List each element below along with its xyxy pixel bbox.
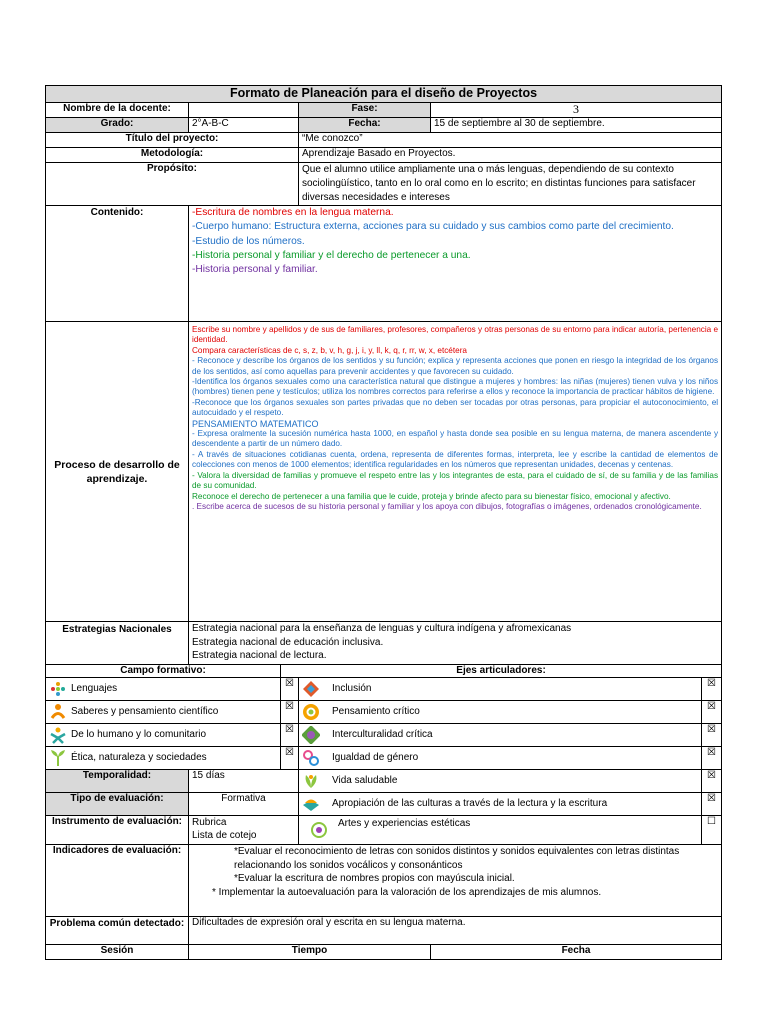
eje-checkbox[interactable]: ☒	[702, 747, 722, 770]
fase-value[interactable]: 3	[431, 103, 722, 118]
titulo-label: Título del proyecto:	[46, 133, 299, 148]
estrategia-item: Estrategia nacional para la enseñanza de lenguas y cultura indígena y afromexicanas	[192, 623, 572, 634]
etica-icon	[49, 749, 67, 767]
metodologia-label: Metodología:	[46, 148, 299, 163]
problema-label: Problema común detectado:	[46, 917, 189, 945]
campo-text: Lenguajes	[71, 683, 118, 694]
grado-value[interactable]: 2°A-B-C	[189, 118, 299, 133]
eje-vida	[299, 770, 702, 793]
estrategias-list	[189, 622, 722, 665]
eje-text: Artes y experiencias estéticas	[338, 818, 471, 829]
indicador-item: *Evaluar la escritura de nombres propios con mayúscula inicial.	[234, 873, 515, 884]
planning-format	[45, 85, 721, 960]
eje-checkbox[interactable]: ☒	[702, 701, 722, 724]
proceso-item: Escribe su nombre y apellidos y de sus de familiares, profesores, compañeros y otras personas de su entorno para indicar autoría, pertenencia e identidad.	[192, 325, 719, 345]
sesion-header: Sesión	[46, 945, 189, 960]
instrumento-label: Instrumento de evaluación:	[46, 816, 189, 845]
eje-text: Pensamiento crítico	[332, 706, 420, 717]
vida-icon	[302, 772, 320, 790]
eje-text: Inclusión	[332, 683, 372, 694]
fecha-value[interactable]: 15 de septiembre al 30 de septiembre.	[431, 118, 722, 133]
igualdad-icon	[302, 749, 320, 767]
contenido-item: -Estudio de los números.	[192, 235, 305, 247]
proceso-item: - Valora la diversidad de familias y promueve el respeto entre las y los integrantes de esta, para el cuidado de sí, de su familia y de las familias de su comunidad.	[192, 470, 719, 491]
pensamiento-icon	[302, 703, 320, 721]
proceso-item: -Identifica los órganos sexuales como una característica natural que distingue a mujeres y hombres: las niñas (mujeres) tienen vulva y los niños (hombres) tienen pene y testículos; utiliza los nombres correctos para referirse a ellos y reconoce la importancia de practicar hábitos de higiene.	[192, 377, 719, 397]
proceso-item: Reconoce el derecho de pertenecer a una familia que le cuide, proteja y brinde afecto para su bienestar físico, emocional y afectivo.	[192, 491, 671, 501]
contenido-label: Contenido:	[46, 206, 189, 322]
tipo-value[interactable]: Formativa	[189, 793, 299, 816]
tipo-label: Tipo de evaluación:	[46, 793, 189, 816]
apropiacion-icon	[302, 795, 320, 813]
contenido-item: -Historia personal y familiar y el derecho de pertenecer a una.	[192, 249, 471, 261]
eje-text: Apropiación de las culturas a través de la lectura y la escritura	[332, 798, 608, 809]
proceso-item: - Expresa oralmente la sucesión numérica hasta 1000, en español y hasta donde sea posible en su lengua materna, de manera ascendente y descendente a partir de un número dado.	[192, 429, 719, 449]
temporalidad-value[interactable]: 15 días	[189, 770, 299, 793]
campo-checkbox[interactable]: ☒	[281, 724, 299, 747]
ejes-label: Ejes articuladores:	[281, 665, 722, 678]
temporalidad-label: Temporalidad:	[46, 770, 189, 793]
campo-checkbox[interactable]: ☒	[281, 701, 299, 724]
inclusion-icon	[302, 680, 320, 698]
proceso-list	[189, 322, 722, 622]
eje-artes	[299, 816, 702, 845]
tiempo-header: Tiempo	[189, 945, 431, 960]
contenido-list	[189, 206, 722, 322]
contenido-item: -Escritura de nombres en la lengua materna.	[192, 207, 394, 218]
interculturalidad-icon	[302, 726, 320, 744]
proceso-label: Proceso de desarrollo de aprendizaje.	[46, 322, 189, 622]
campo-etica	[46, 747, 281, 770]
proceso-item: - Reconoce y describe los órganos de los sentidos y su función; explica y representa acciones que ponen en riesgo la integridad de los órganos de los sentidos, así como aquellas para prevenir accidentes y que favorecen su cuidado.	[192, 356, 719, 376]
campo-lenguajes	[46, 678, 281, 701]
campo-humano	[46, 724, 281, 747]
docente-label: Nombre de la docente:	[46, 103, 189, 118]
estrategia-item: Estrategia nacional de educación inclusiva.	[192, 636, 384, 648]
indicadores-list	[189, 845, 722, 917]
estrategia-item: Estrategia nacional de lectura.	[192, 650, 327, 661]
proposito-value[interactable]: Que el alumno utilice ampliamente una o más lenguas, dependiendo de su contexto sociolingüístico, tanto en lo oral como en lo escrito; en distintas funciones para satisfacer diversas necesidades e intereses	[299, 163, 722, 206]
campo-saberes	[46, 701, 281, 724]
proceso-item: Compara características de c, s, z, b, v, h, g, j, i, y, ll, k, q, r, rr, w, x, etcétera	[192, 345, 467, 355]
eje-checkbox[interactable]: ☒	[702, 770, 722, 793]
eje-apropiacion	[299, 793, 702, 816]
proceso-item: PENSAMIENTO MATEMATICO	[192, 418, 319, 429]
fecha-header: Fecha	[431, 945, 722, 960]
proceso-item: -Reconoce que los órganos sexuales son partes privadas que no deben ser tocadas por otras personas, para propiciar el autoconocimiento, el autocuidado y el respeto.	[192, 397, 719, 418]
campo-checkbox[interactable]: ☒	[281, 678, 299, 701]
eje-checkbox[interactable]: ☒	[702, 678, 722, 701]
campo-checkbox[interactable]: ☒	[281, 747, 299, 770]
page-title: Formato de Planeación para el diseño de Proyectos	[46, 86, 722, 103]
eje-text: Igualdad de género	[332, 752, 419, 763]
contenido-item: -Historia personal y familiar.	[192, 264, 318, 276]
fecha-label: Fecha:	[299, 118, 431, 133]
instrumento-item[interactable]: Lista de cotejo	[192, 830, 257, 841]
instrumento-values	[189, 816, 299, 845]
artes-icon	[310, 821, 328, 839]
proposito-label: Propósito:	[46, 163, 299, 206]
lenguajes-icon	[49, 680, 67, 698]
eje-checkbox[interactable]: ☒	[702, 793, 722, 816]
contenido-item: -Cuerpo humano: Estructura externa, acciones para su cuidado y sus cambios como parte del crecimiento.	[192, 221, 674, 233]
eje-checkbox[interactable]: ☐	[702, 816, 722, 845]
instrumento-item[interactable]: Rubrica	[192, 817, 227, 828]
metodologia-value[interactable]: Aprendizaje Basado en Proyectos.	[299, 148, 722, 163]
proceso-item: - A través de situaciones cotidianas cuenta, ordena, representa de diferentes formas, interpreta, lee y escribe la cantidad de elementos de colecciones con menos de 1000 elementos; identifica regularidades en los números que representan unidades, decenas y centenas.	[192, 449, 719, 470]
eje-inclusion	[299, 678, 702, 701]
indicadores-label: Indicadores de evaluación:	[46, 845, 189, 917]
humano-icon	[49, 726, 67, 744]
campo-label: Campo formativo:	[46, 665, 281, 678]
proceso-item: . Escribe acerca de sucesos de su historia personal y familiar y los apoya con dibujos, fotografías o imágenes, ordenados cronológicamente.	[192, 501, 702, 511]
eje-checkbox[interactable]: ☒	[702, 724, 722, 747]
campo-text: De lo humano y lo comunitario	[71, 729, 207, 740]
campo-text: Saberes y pensamiento científico	[71, 706, 219, 717]
saberes-icon	[49, 703, 67, 721]
indicador-item: * Implementar la autoevaluación para la valoración de los aprendizajes de mis alumnos.	[212, 886, 602, 898]
eje-igualdad	[299, 747, 702, 770]
problema-value[interactable]: Dificultades de expresión oral y escrita en su lengua materna.	[189, 917, 722, 945]
campo-text: Ética, naturaleza y sociedades	[71, 752, 207, 763]
eje-text: Interculturalidad crítica	[332, 729, 433, 740]
docente-value[interactable]	[189, 103, 299, 118]
eje-text: Vida saludable	[332, 775, 398, 786]
estrategias-label: Estrategias Nacionales	[46, 622, 189, 665]
eje-interculturalidad	[299, 724, 702, 747]
titulo-value[interactable]: “Me conozco”	[299, 133, 722, 148]
planning-table	[45, 85, 722, 960]
eje-pensamiento	[299, 701, 702, 724]
grado-label: Grado:	[46, 118, 189, 133]
indicador-item: *Evaluar el reconocimiento de letras con sonidos distintos y sonidos equivalentes con letras distintas relacionando los sonidos vocálicos y consonánticos	[234, 846, 680, 871]
fase-label: Fase:	[299, 103, 431, 118]
